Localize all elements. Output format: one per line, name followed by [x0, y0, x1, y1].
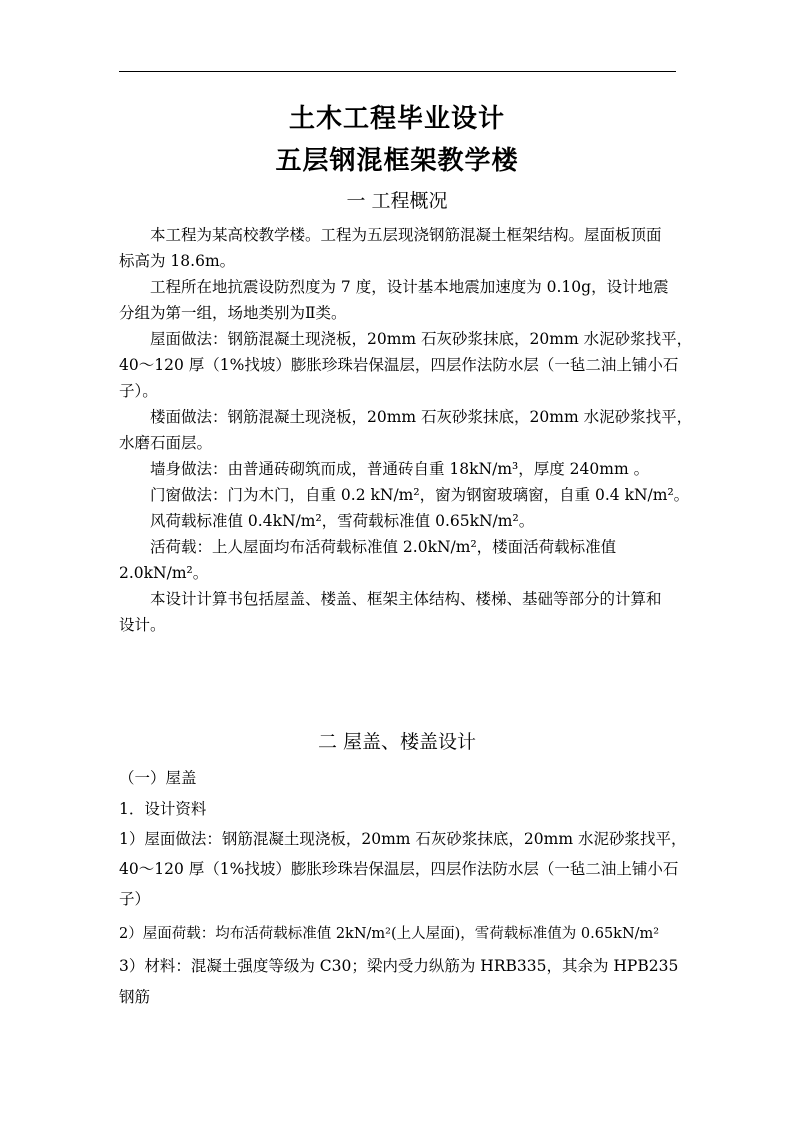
- paragraph-line: （一）屋盖: [119, 769, 197, 787]
- document-title: 土木工程毕业设计: [288, 104, 505, 134]
- section-heading-overview: 一 工程概况: [346, 190, 448, 212]
- paragraph-line: 本设计计算书包括屋盖、楼盖、框架主体结构、楼梯、基础等部分的计算和: [150, 590, 662, 608]
- paragraph-line: 屋面做法：钢筋混凝土现浇板，20mm 石灰砂浆抹底，20mm 水泥砂浆找平，: [150, 330, 693, 348]
- document-subtitle: 五层钢混框架教学楼: [275, 146, 519, 176]
- paragraph-line: 墙身做法：由普通砖砌筑而成，普通砖自重 18kN/m³，厚度 240mm 。: [150, 460, 650, 478]
- paragraph-line: 2.0kN/m²。: [119, 564, 209, 582]
- paragraph-line: 水磨石面层。: [119, 434, 213, 452]
- paragraph-line: 本工程为某高校教学楼。工程为五层现浇钢筋混凝土框架结构。屋面板顶面: [150, 226, 662, 244]
- paragraph-line: 标高为 18.6m。: [119, 252, 236, 270]
- header-rule: [119, 71, 676, 72]
- paragraph-line: 40～120 厚（1%找坡）膨胀珍珠岩保温层，四层作法防水层（一毡二油上铺小石: [119, 860, 679, 878]
- paragraph-line: 活荷载：上人屋面均布活荷载标准值 2.0kN/m²，楼面活荷载标准值: [150, 538, 617, 556]
- paragraph-line: 40～120 厚（1%找坡）膨胀珍珠岩保温层，四层作法防水层（一毡二油上铺小石: [119, 356, 679, 374]
- paragraph-line: 子）。: [119, 382, 158, 400]
- paragraph-line: 1．设计资料: [119, 800, 207, 818]
- paragraph-line: 门窗做法：门为木门，自重 0.2 kN/m²，窗为钢窗玻璃窗，自重 0.4 kN/m²。: [150, 486, 690, 504]
- paragraph-line: 楼面做法：钢筋混凝土现浇板，20mm 石灰砂浆抹底，20mm 水泥砂浆找平，: [150, 408, 693, 426]
- paragraph-line: 1）屋面做法：钢筋混凝土现浇板，20mm 石灰砂浆抹底，20mm 水泥砂浆找平，: [119, 830, 687, 848]
- paragraph-line: 风荷载标准值 0.4kN/m²，雪荷载标准值 0.65kN/m²。: [150, 512, 535, 530]
- paragraph-line: 3）材料：混凝土强度等级为 C30；梁内受力纵筋为 HRB335，其余为 HPB235: [119, 957, 679, 975]
- section-heading-roof-floor: 二 屋盖、楼盖设计: [317, 731, 477, 753]
- paragraph-line: 2）屋面荷载：均布活荷载标准值 2kN/m²(上人屋面)，雪荷载标准值为 0.65kN/m²: [119, 926, 660, 942]
- paragraph-line: 工程所在地抗震设防烈度为 7 度，设计基本地震加速度为 0.10g，设计地震: [150, 278, 669, 296]
- paragraph-line: 分组为第一组，场地类别为Ⅱ类。: [119, 304, 347, 322]
- paragraph-line: 设计。: [119, 616, 166, 634]
- paragraph-line: 子）: [119, 890, 151, 908]
- paragraph-line: 钢筋: [119, 988, 151, 1006]
